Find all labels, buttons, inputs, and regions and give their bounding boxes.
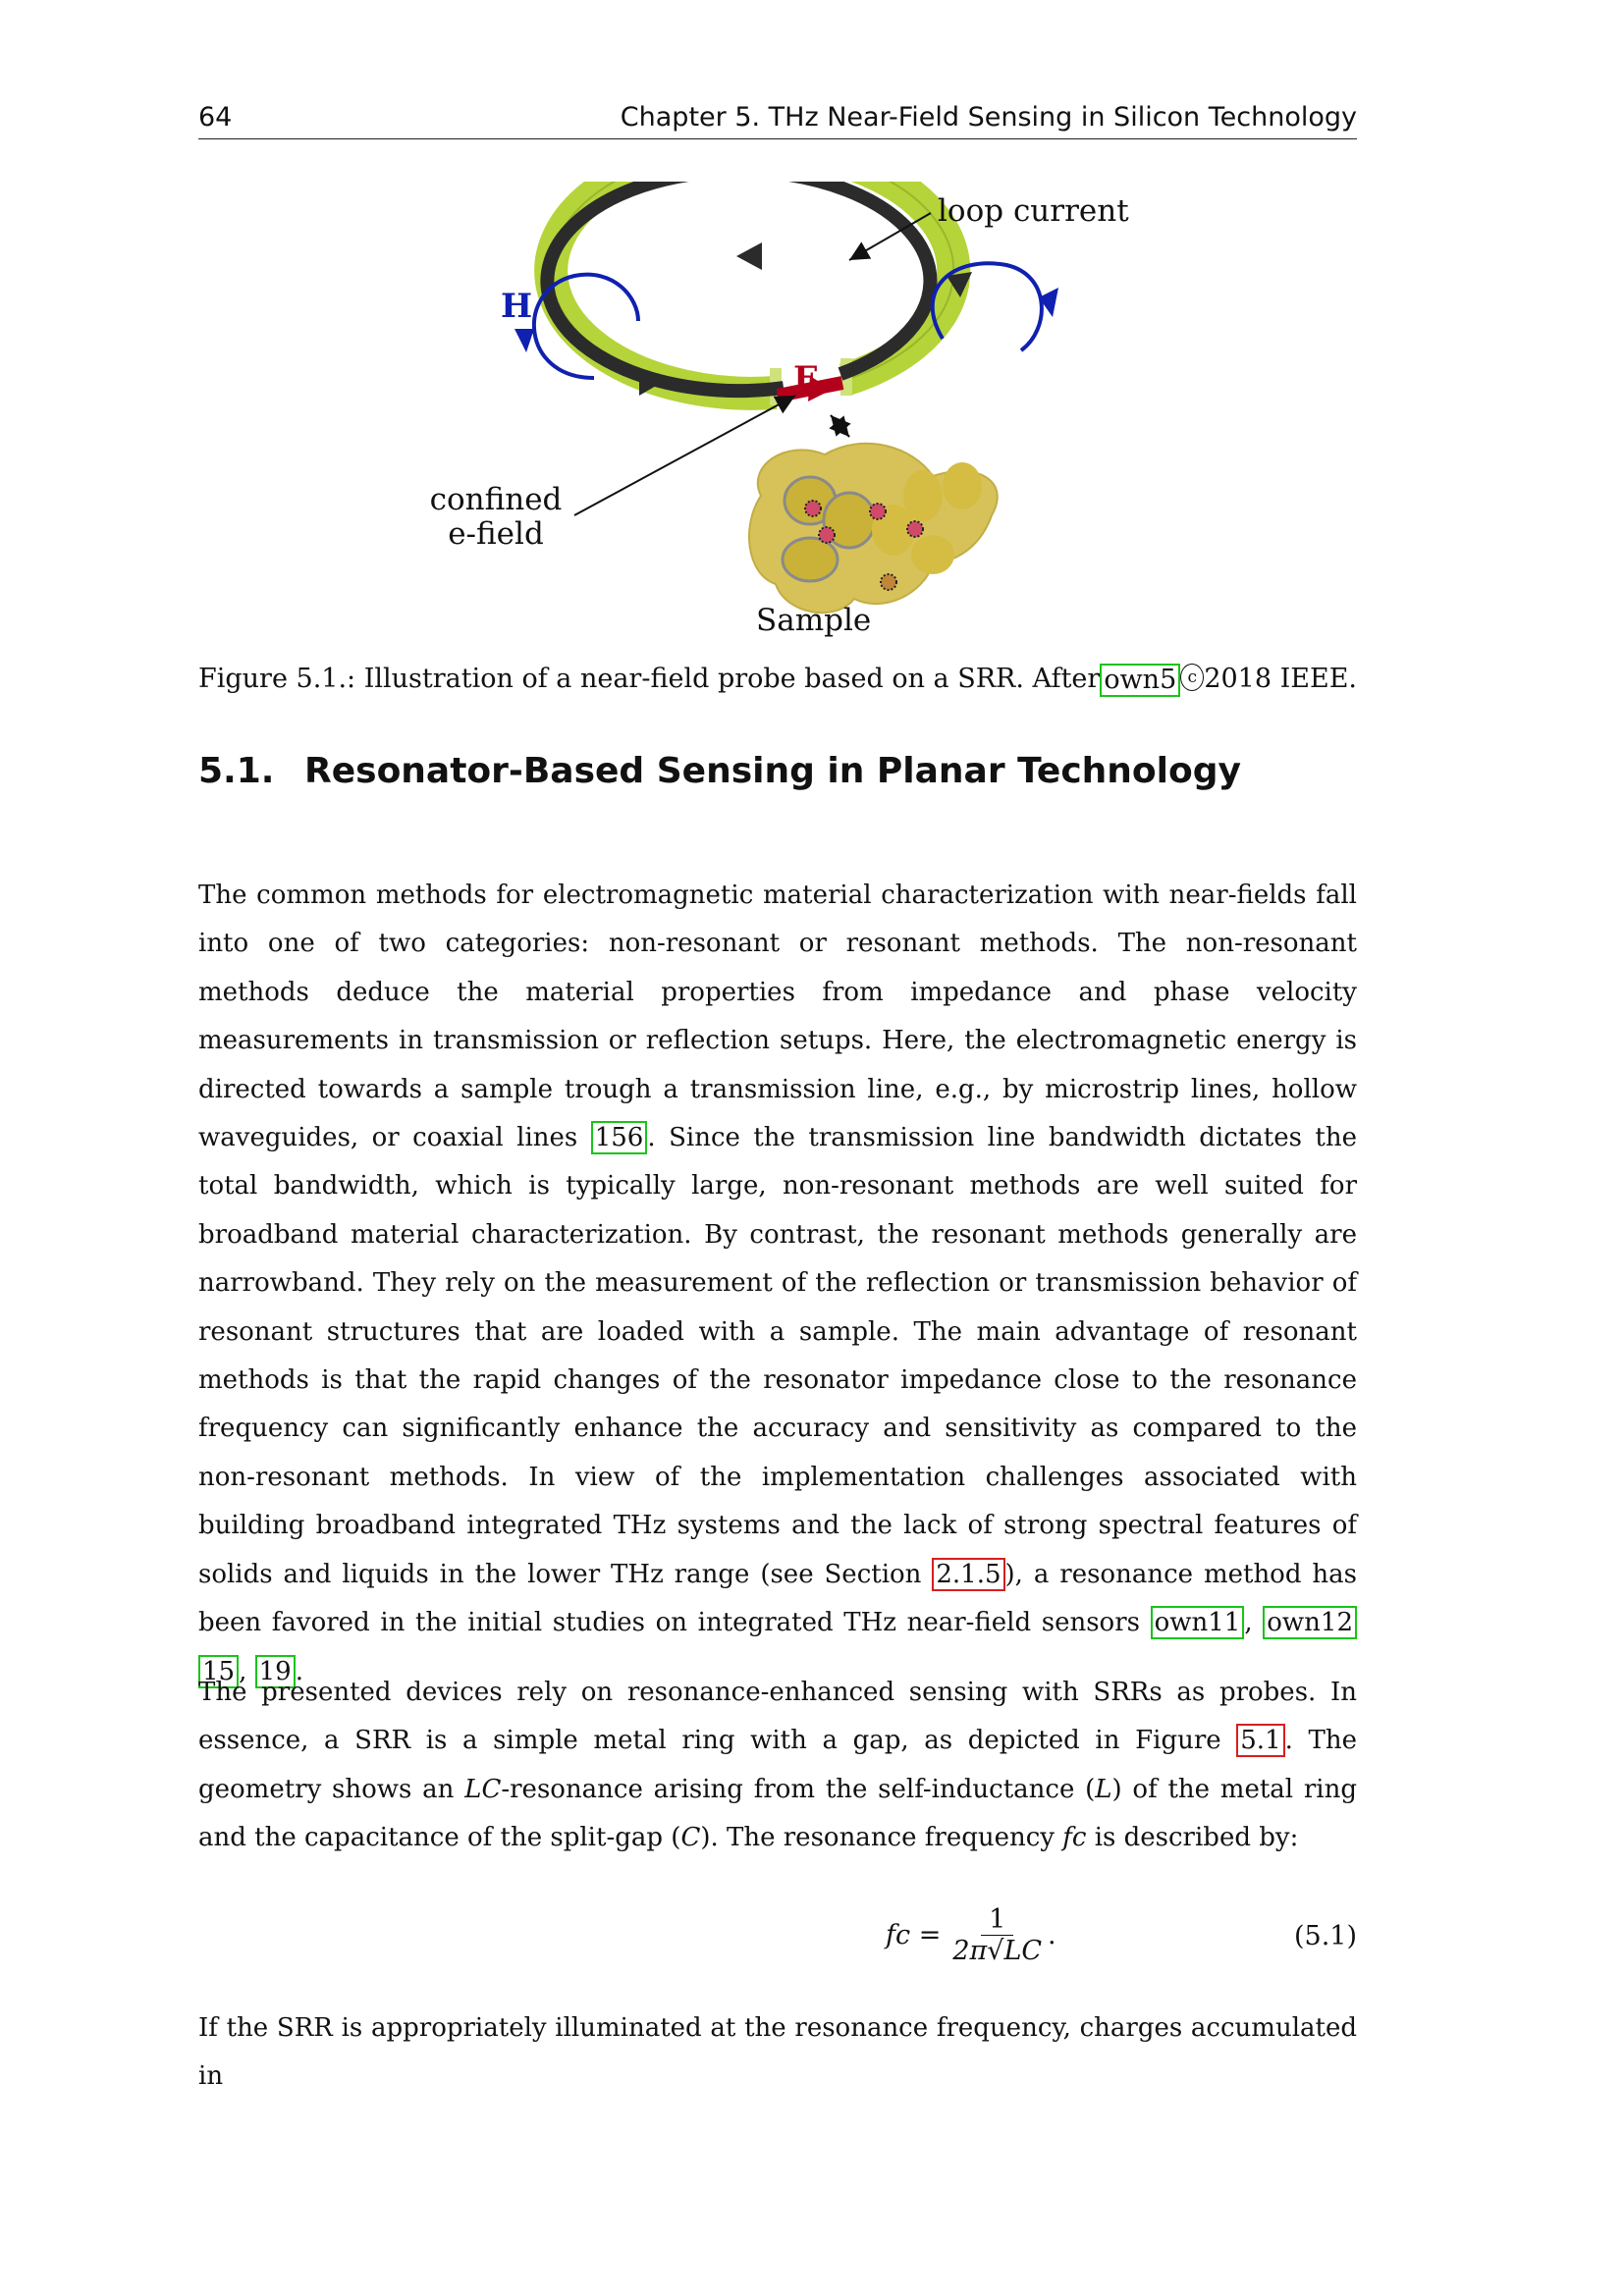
paragraph-continuation (198, 2004, 1357, 2102)
sample-cell (911, 535, 954, 574)
citation-own11[interactable]: own11 (1151, 1606, 1245, 1639)
equation-5-1 (198, 1904, 1357, 1973)
text-run: -resonance arising from the self-inductance ( (501, 1774, 1096, 1804)
section-number: 5.1. (198, 751, 275, 791)
sample-particle (805, 501, 821, 516)
citation-15[interactable]: 15 (198, 1655, 239, 1688)
sample-particle (819, 527, 835, 543)
sample-particle (870, 504, 886, 519)
text-run: . Since the transmission line bandwidth dictates the total bandwidth, which is typically large, non-resonant methods are well suited for broadband material characterization. By contrast, the resonant methods generally are narrowband. They rely on the measurement of the reflection or transmission behavior of resonant structures that are loaded with a sample. The main advantage of resonant methods is that the rapid changes of the resonator impedance close to the resonance frequency can significantly enhance the accuracy and sensitivity as compared to the non-resonant methods. In view of the implementation challenges associated with building broadband integrated THz systems and the lack of strong spectral features of solids and liquids in the lower THz range (see Section (198, 1123, 1357, 1589)
figure-caption (198, 664, 1357, 697)
text-run: , (1244, 1608, 1264, 1638)
text-run: ) of the metal ring and the capacitance of the split-gap ( (198, 1774, 1358, 1853)
sample-cell (783, 538, 838, 581)
equation-denominator: 2π√LC (952, 1936, 1043, 1966)
chapter-title: Chapter 5. THz Near-Field Sensing in Silicon Technology (620, 102, 1357, 133)
equation-trail: . (1048, 1920, 1056, 1950)
sample-cell (903, 470, 943, 521)
citation-own12[interactable]: own12 (1263, 1606, 1357, 1639)
loop-current-path (547, 182, 930, 391)
citation-own5[interactable]: own5 (1100, 664, 1180, 697)
paragraph-srr (198, 1669, 1357, 1863)
figure-srr-probe (412, 182, 1159, 648)
text-run: . The geometry shows an (198, 1726, 1357, 1804)
math-c: C (680, 1823, 701, 1853)
label-confined: confined (429, 482, 563, 517)
citation-156[interactable]: 156 (591, 1121, 648, 1154)
text-run: ). The resonance frequency (700, 1823, 1063, 1853)
equation-fraction (952, 1904, 1042, 1966)
text-run: If the SRR is appropriately illuminated at the resonance frequency, charges accumulated in (198, 2013, 1357, 2092)
text-run: ), a resonance method has been favored in the initial studies on integrated THz near-field sensors (198, 1559, 1357, 1638)
label-h-field: H (501, 287, 533, 326)
loop-arrow-top (736, 242, 762, 270)
equation-lhs: fc = (886, 1920, 942, 1950)
paragraph-methods (198, 872, 1357, 1696)
label-e-field: E (793, 359, 819, 399)
page-number: 64 (198, 102, 233, 133)
text-run: The presented devices rely on resonance-enhanced sensing with SRRs as probes. In essence, a SRR is a simple metal ring with a gap, as depicted in Figure (198, 1678, 1357, 1756)
text-run: , (239, 1656, 255, 1686)
sample-particle (907, 521, 923, 537)
sample-cell (943, 462, 982, 509)
label-e-field-text: e-field (448, 516, 544, 552)
citation-19[interactable]: 19 (255, 1655, 296, 1688)
equation-numerator: 1 (981, 1904, 1013, 1936)
text-run: The common methods for electromagnetic material characterization with near-fields fall into one of two categories: non-resonant or resonant methods. The non-resonant methods deduce the material properties from impedance and phase velocity measurements in transmission or reflection setups. Here, the electromagnetic energy is directed towards a sample trough a transmission line, e.g., by microstrip lines, hollow waveguides, or coaxial lines (198, 881, 1357, 1153)
h-field-arrow-left (514, 329, 534, 352)
figure-ref-5-1[interactable]: 5.1 (1236, 1724, 1284, 1757)
caption-prefix: Figure 5.1.: Illustration of a near-field probe based on a SRR. After (198, 664, 1101, 694)
label-loop-current: loop current (938, 193, 1129, 229)
running-head (198, 102, 1357, 139)
text-run: . (295, 1656, 303, 1686)
section-title: Resonator-Based Sensing in Planar Technology (304, 751, 1241, 791)
equation-number: (5.1) (1293, 1921, 1357, 1951)
math-l: L (1095, 1774, 1112, 1804)
text-run: is described by: (1086, 1823, 1299, 1853)
caption-suffix: 2018 IEEE. (1204, 664, 1357, 694)
math-fc: fc (1062, 1823, 1087, 1853)
math-lc: LC (464, 1774, 502, 1804)
sample-particle (881, 574, 896, 590)
section-ref-2-1-5[interactable]: 2.1.5 (932, 1558, 1004, 1591)
section-heading (198, 751, 1241, 791)
label-sample: Sample (756, 603, 872, 638)
coupling-arrow-down (831, 415, 849, 437)
srr-illustration (412, 182, 1159, 648)
copyright-icon: c (1180, 664, 1204, 691)
